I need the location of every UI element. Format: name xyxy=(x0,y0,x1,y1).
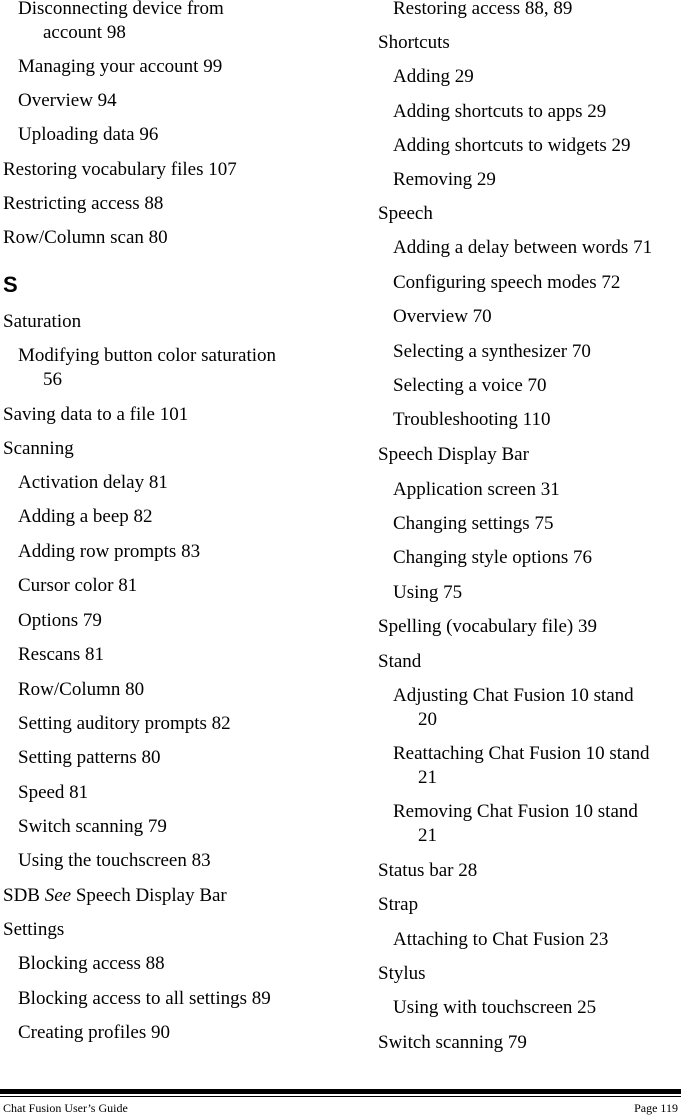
index-entry-text: Reattaching Chat Fusion 10 stand xyxy=(393,743,650,764)
footer-rule-thin xyxy=(0,1096,681,1097)
index-subentry: Attaching to Chat Fusion 23 xyxy=(393,929,609,950)
index-subentry: Blocking access to all settings 89 xyxy=(18,988,271,1009)
index-subentry: Using 75 xyxy=(393,582,463,603)
index-entry-page: account 98 xyxy=(43,22,126,43)
index-subentry: Cursor color 81 xyxy=(18,575,138,596)
index-subentry: Application screen 31 xyxy=(393,479,560,500)
index-subentry: Creating profiles 90 xyxy=(18,1022,170,1043)
index-entry-page: 21 xyxy=(418,825,437,846)
index-subentry: Configuring speech modes 72 xyxy=(393,272,621,293)
index-subentry: Overview 94 xyxy=(18,90,117,111)
index-subentry: Activation delay 81 xyxy=(18,472,168,493)
index-subentry: Setting auditory prompts 82 xyxy=(18,713,231,734)
index-entry-see-reference xyxy=(3,884,333,908)
index-entry: Strap xyxy=(378,894,419,915)
index-entry-text: Disconnecting device from xyxy=(18,0,224,19)
index-subentry xyxy=(378,742,681,790)
index-subentry: Adding shortcuts to apps 29 xyxy=(393,101,607,122)
footer-rule xyxy=(0,1089,681,1094)
index-entry: Switch scanning 79 xyxy=(378,1032,527,1053)
index-subentry: Using the touchscreen 83 xyxy=(18,850,211,871)
index-subentry: Overview 70 xyxy=(393,306,492,327)
index-entry-page: 20 xyxy=(418,709,437,730)
index-entry: Row/Column scan 80 xyxy=(3,227,168,248)
index-subentry: Adding row prompts 83 xyxy=(18,541,201,562)
index-entry: Stand xyxy=(378,651,422,672)
index-entry-page: 21 xyxy=(418,767,437,788)
index-entry: Settings xyxy=(3,919,65,940)
index-entry: Stylus xyxy=(378,963,426,984)
index-column-right xyxy=(378,0,681,1055)
index-subentry: Options 79 xyxy=(18,610,102,631)
index-entry-text: Modifying button color saturation xyxy=(18,345,277,366)
see-reference-label: See xyxy=(44,885,72,906)
index-subentry: Selecting a synthesizer 70 xyxy=(393,341,591,362)
index-subentry: Setting patterns 80 xyxy=(18,747,161,768)
index-subentry: Selecting a voice 70 xyxy=(393,375,547,396)
index-subentry: Restoring access 88, 89 xyxy=(393,0,573,19)
index-entry: Speech Display Bar xyxy=(378,444,529,465)
index-entry: Spelling (vocabulary file) 39 xyxy=(378,616,597,637)
index-subentry: Changing settings 75 xyxy=(393,513,554,534)
index-entry: Saturation xyxy=(3,311,82,332)
index-subentry xyxy=(3,0,333,45)
see-reference-target: Speech Display Bar xyxy=(71,885,227,906)
index-subentry: Blocking access 88 xyxy=(18,953,165,974)
index-subentry: Removing 29 xyxy=(393,169,496,190)
index-entry-text: Adjusting Chat Fusion 10 stand xyxy=(393,685,634,706)
index-entry-term: SDB xyxy=(3,885,45,906)
index-subentry: Troubleshooting 110 xyxy=(393,409,551,430)
index-subentry: Adding 29 xyxy=(393,66,474,87)
index-subentry: Row/Column 80 xyxy=(18,679,145,700)
index-entry: Speech xyxy=(378,203,433,224)
index-subentry: Uploading data 96 xyxy=(18,124,159,145)
footer-page-number: Page 119 xyxy=(634,1101,678,1115)
index-subentry xyxy=(378,800,681,848)
index-entry: Scanning xyxy=(3,438,74,459)
index-subentry xyxy=(3,344,333,392)
index-subentry: Rescans 81 xyxy=(18,644,105,665)
index-subentry xyxy=(378,684,681,732)
index-column-left xyxy=(3,0,333,1045)
index-entry-page: 56 xyxy=(43,369,62,390)
index-subentry: Managing your account 99 xyxy=(18,56,223,77)
index-entry: Saving data to a file 101 xyxy=(3,404,189,425)
index-entry: Shortcuts xyxy=(378,32,450,53)
index-subentry: Changing style options 76 xyxy=(393,547,592,568)
index-subentry: Adding a beep 82 xyxy=(18,506,153,527)
index-subentry: Adding shortcuts to widgets 29 xyxy=(393,135,631,156)
index-subentry: Adding a delay between words 71 xyxy=(393,237,653,258)
index-subentry: Using with touchscreen 25 xyxy=(393,997,597,1018)
index-section-letter: S xyxy=(3,272,18,297)
index-entry-text: Removing Chat Fusion 10 stand xyxy=(393,801,638,822)
index-subentry: Speed 81 xyxy=(18,782,89,803)
index-entry: Restoring vocabulary files 107 xyxy=(3,159,237,180)
index-entry: Status bar 28 xyxy=(378,860,478,881)
footer-document-title: Chat Fusion User’s Guide xyxy=(3,1101,128,1115)
index-subentry: Switch scanning 79 xyxy=(18,816,167,837)
index-entry: Restricting access 88 xyxy=(3,193,164,214)
